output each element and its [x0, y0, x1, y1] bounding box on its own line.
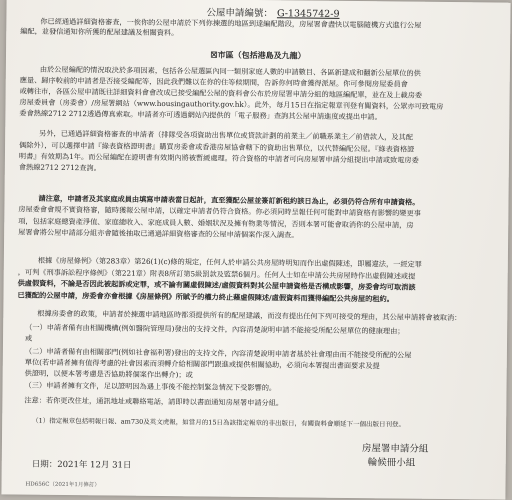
para5-line: 單位(若申請者擁有值得考慮的社會因素而須轉介給相關部門跟進或提供相關協助，必須向本署提出書面要求及提: [24, 357, 380, 371]
intro-line: 編配，並發信通知你所獲的配屋建議及相關資料。: [20, 26, 179, 38]
para4-line: 根據《房屋條例》（第283章）第26(1)(c)條的規定，任何人於申請公共房屋時明知而作出虛假陳述，即屬違法，一經定罪: [37, 255, 422, 269]
para2-line: 明書』有效期為1年。而公屋編配在證明書有效期內將被暫緩處理。符合資格的申請者可向房屋署申請分組提出申請或致電房委: [18, 151, 419, 165]
para2-line: 會熱線2712 2712查詢。: [18, 162, 101, 173]
application-number-label: 公屋申請編號：: [206, 7, 274, 20]
date-label: 日期：: [31, 459, 58, 470]
para4-line: 已獲配的公屋申請，房委會亦會根據《房屋條例》所賦予的權力終止藉虛假陳述/虛假資料而獲得編配公共房屋的租約。: [17, 290, 394, 304]
para5-line: （一）申請者備有由相關機構(例如醫院管理局)發出的支持文件，內容清楚說明申請不能接受所配公屋單位的健康理由；: [25, 322, 405, 336]
para5-line: （二）申請者備有由相關部門(例如社會福利署)發出的支持文件，內容清楚說明申請者基於社會理由而不能接受所配的公屋: [24, 346, 412, 360]
footnote: （1）指定報章包括明報日報、am730及英文虎報，如當月的15日為該指定報章的非出版日，有關資料會順延下一個出版日刊登。: [32, 416, 406, 429]
para3-line: 請注意，申請者及其家庭成員由填寫申請表當日起計，直至獲配公屋並簽訂新租約該日為止，必須仍符合所有申請資格。: [38, 193, 420, 207]
para2-line: 偶除外），可以選擇申請『綠表資格證明書』購買房委會或香港房屋協會轄下的資助出售單位，以代替編配公屋。『綠表資格證: [19, 140, 415, 154]
para4-line: ，可判《刑事訴訟程序條例》（第221章）附表8所訂第5級罰款及監禁6個月。任何人士如在申請公共房屋時作出虛假陳述或提: [17, 267, 416, 281]
para5-line: 注意：若你更改住址，通訊地址或聯絡電話，請即時以書面通知房屋署申請分組。: [24, 395, 284, 408]
date-row: [32, 458, 132, 471]
signature-dept: 房屋署申請分組: [361, 443, 429, 455]
para5-line: 根據房委會的政策，申請者於揀選申請地區時都須提供所有的配屋建議，而沒有提出任何下列可接受的理由，其公屋申請將會被取消：: [37, 308, 462, 323]
form-code: HD656C（2021年1月修訂）: [25, 481, 100, 489]
para1-line: 由於公屋編配的情況取決於多項因素，包括各公屋選區內同一類別家庭人數的申請數目、各區新建成和翻新公屋單位的供: [39, 64, 421, 78]
para5-line: 供證明，以便本署考慮是否協助將個案作出轉介)；或: [24, 368, 193, 380]
para1-line: 委會熱線2712 2712透過傳真索取。申請者亦可透過網站內提供的「電子服務」查詢其公屋申請進度或提出申請。: [19, 108, 382, 122]
para2-line: 另外，已通過詳細資格審查的申請者（排隊受各項資助出售單位或貸款計劃的前業主／前職系業主／前借款人，及其配: [39, 128, 413, 142]
para1-line: 房屋委員會（房委會）/房屋署網站（www.housingauthority.gov.hk）。此外，每月15日在指定報章刊登有關資料，公眾亦可致電房: [19, 97, 444, 111]
para1-line: 或轉往市，各區公屋申請既往詳細資料會會改成已接受編配公屋的資料會公布於房屋署申請分組的地區編配單，並在及上載房委: [19, 86, 423, 100]
letter-date: 2021年 12月 31日: [57, 459, 132, 471]
application-number-header: [206, 4, 339, 19]
para4-line: 供虛假資料，不論是否因此被起訴或定罪，或不論有關虛假陳述/虛假資料對其公屋申請資格是否構成影響，房委會均可取消該: [17, 278, 416, 292]
selected-district: ☒市區（包括港島及九龍）: [210, 49, 306, 61]
para5-line: （三）申請者擁有文件，足以證明因為遇上事後不能控制緊急情況下受影響的。: [24, 380, 277, 393]
para3-line: 屋署會將公屋申請部分組亦會隨後抽取已通過詳細資格審查的公屋申請個案作深入調查。: [18, 227, 299, 240]
para1-line: 應量、歸序較前的申請者是否接受編配等，因此我們難以在你的住等候期間，告訴你何時會獲得派屋。你可參閱房屋委員會: [19, 75, 408, 89]
intro-line: 你已經通過詳細資格審查，一俟你的公屋申請於下列你揀選的地區到達編配階段，房屋署會盡快以電腦隨機方式進行公屋: [40, 16, 422, 30]
para3-line: 房屋委會會規不實資格審，隨時獲報公屋申請，以確定申請者仍符合資格。你必須同時呈報任何可能對申請資格有影響的變更事: [18, 204, 421, 218]
para5-line: 或: [25, 333, 33, 343]
signature-unit: 輪候冊小組: [367, 457, 416, 469]
application-number: G-1345742-9: [276, 8, 340, 20]
para3-line: 項，包括家庭總資產淨值、家庭總收入、家庭成員人數、婚姻狀況及擁有物業等情況，否則本署可能會取消你的公屋申請，房: [18, 216, 414, 230]
letter-page: [1, 0, 510, 500]
